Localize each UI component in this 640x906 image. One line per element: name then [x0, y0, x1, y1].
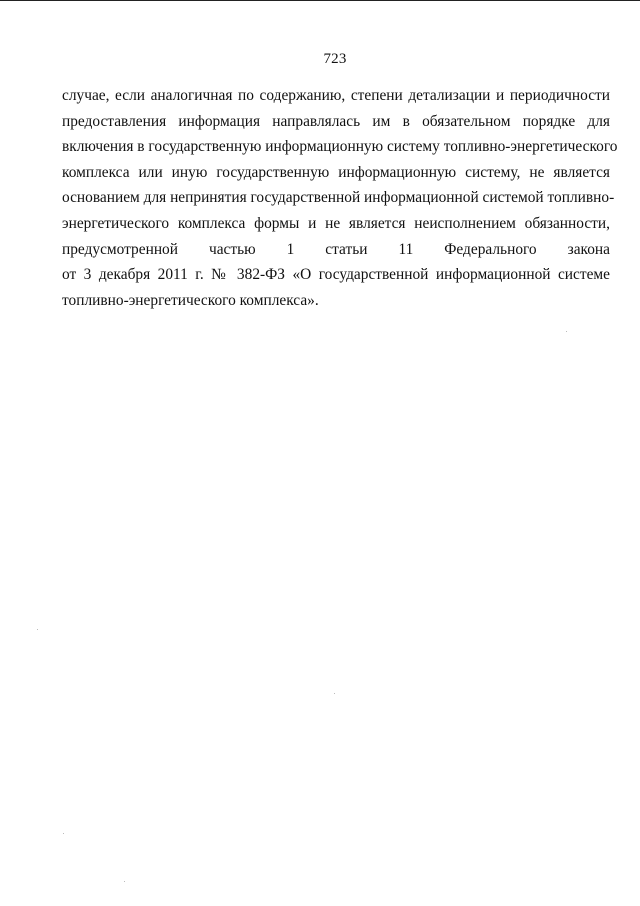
- text-line: случае, если аналогичная по содержанию, степени детализации и периодичности: [62, 87, 610, 104]
- text-line: предоставления информация направлялась им в обязательном порядке для: [62, 112, 610, 130]
- text-line: включения в государственную информационную систему топливно-энергетического: [62, 138, 618, 156]
- scan-speck: [334, 693, 335, 694]
- scan-speck: [63, 833, 64, 834]
- text-line: энергетического комплекса формы и не является неисполнением обязанности,: [62, 214, 610, 232]
- scan-speck: [566, 331, 567, 332]
- text-line: предусмотренной частью 1 статьи 11 Федерального закона: [62, 240, 610, 258]
- text-line: топливно-энергетического комплекса».: [62, 291, 319, 309]
- text-line: комплекса или иную государственную информационную систему, не является: [62, 163, 610, 181]
- text-line: основанием для непринятия государственной информационной системой топливно-: [62, 189, 615, 207]
- scan-speck: [37, 629, 38, 630]
- scan-speck: [124, 881, 125, 882]
- text-line: от 3 декабря 2011 г. № 382-ФЗ «О государственной информационной системе: [62, 266, 610, 284]
- page-number: 723: [323, 51, 347, 67]
- body-paragraph: [62, 83, 618, 313]
